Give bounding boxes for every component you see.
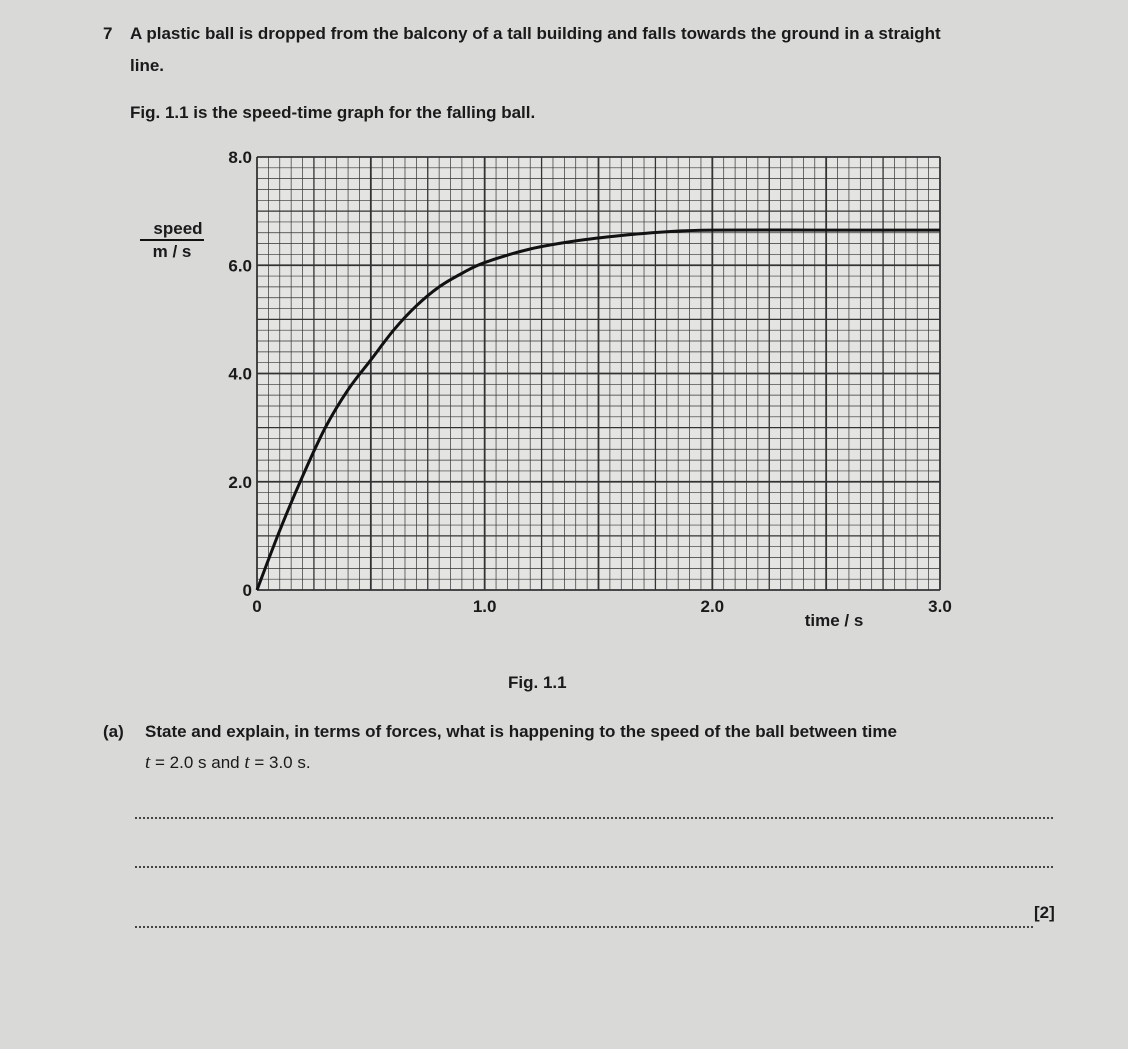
- figure-reference: Fig. 1.1 is the speed-time graph for the falling ball.: [130, 103, 536, 122]
- x-tick-label: 3.0: [928, 597, 952, 616]
- y-tick-label: 0: [242, 581, 252, 600]
- x-axis-label: time / s: [804, 611, 864, 630]
- x-tick-label: 1.0: [472, 597, 497, 616]
- y-tick-label: 4.0: [228, 364, 252, 384]
- question-number: 7: [103, 24, 113, 43]
- y-axis-label-bottom: m / s: [152, 242, 192, 261]
- marks-label: [2]: [1034, 903, 1055, 922]
- answer-line-3[interactable]: [135, 926, 1033, 928]
- part-a-label: (a): [103, 722, 124, 741]
- x-tick-label: 2.0: [700, 597, 725, 616]
- question-intro-line1: A plastic ball is dropped from the balcony of a tall building and falls towards the ground in a straight: [130, 24, 941, 43]
- y-tick-label: 2.0: [228, 472, 252, 492]
- y-tick-labels: [228, 148, 252, 600]
- question-intro-line2: line.: [130, 56, 165, 75]
- part-a-time-range: t = 2.0 s and t = 3.0 s.: [145, 752, 311, 773]
- figure-caption: Fig. 1.1: [508, 673, 567, 692]
- answer-line-1[interactable]: [135, 817, 1053, 819]
- part-a-question: State and explain, in terms of forces, what is happening to the speed of the ball between time: [145, 722, 897, 741]
- x-tick-label: 0: [252, 597, 262, 616]
- answer-line-2[interactable]: [135, 866, 1053, 868]
- y-tick-label: 8.0: [228, 148, 252, 167]
- y-axis-label-top: speed: [153, 219, 203, 238]
- y-tick-label: 6.0: [228, 256, 252, 276]
